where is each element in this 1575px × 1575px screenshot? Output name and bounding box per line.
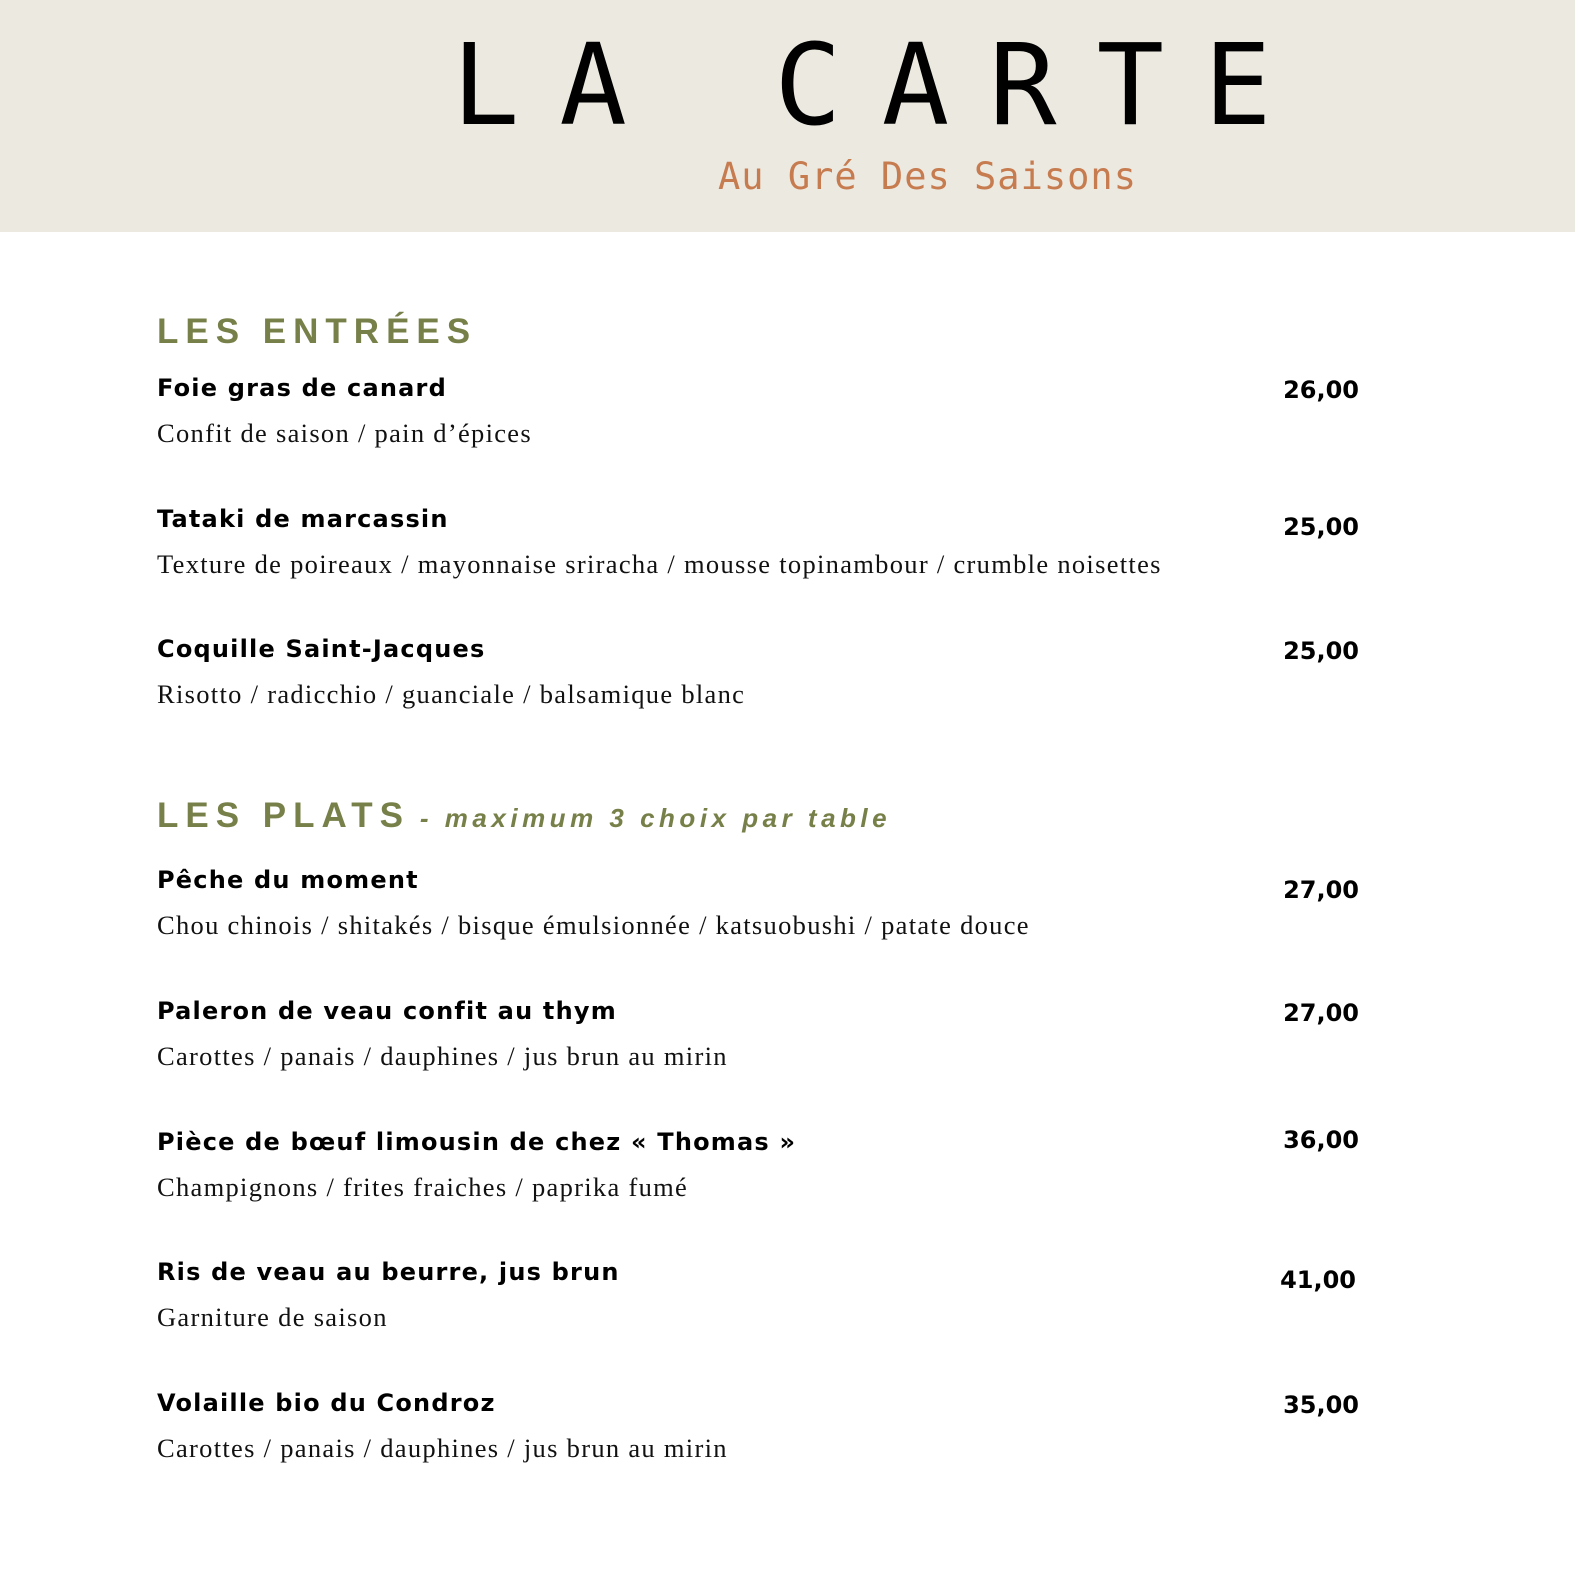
item-description: Champignons / frites fraiches / paprika fumé xyxy=(157,1172,689,1202)
menu-title: LA CARTE xyxy=(452,21,1312,151)
item-description: Confit de saison / pain d’épices xyxy=(157,418,532,448)
section-note: - maximum 3 choix par table xyxy=(419,803,892,833)
item-price: 27,00 xyxy=(1283,999,1359,1027)
menu-subtitle: Au Gré Des Saisons xyxy=(718,155,1137,198)
item-name: Volaille bio du Condroz xyxy=(157,1389,496,1417)
item-description: Texture de poireaux / mayonnaise sriracha / mousse topinambour / crumble noisettes xyxy=(157,549,1162,579)
item-price: 26,00 xyxy=(1283,376,1359,404)
item-name: Tataki de marcassin xyxy=(157,505,449,533)
section-title-text: LES ENTRÉES xyxy=(157,312,478,351)
item-price: 41,00 xyxy=(1280,1266,1356,1294)
item-name: Paleron de veau confit au thym xyxy=(157,997,617,1025)
item-price: 35,00 xyxy=(1283,1391,1359,1419)
item-name: Foie gras de canard xyxy=(157,374,447,402)
section-title-plats xyxy=(157,798,891,833)
item-name: Pêche du moment xyxy=(157,866,419,894)
item-description: Chou chinois / shitakés / bisque émulsionnée / katsuobushi / patate douce xyxy=(157,910,1030,940)
item-description: Garniture de saison xyxy=(157,1302,388,1332)
item-description: Risotto / radicchio / guanciale / balsamique blanc xyxy=(157,679,746,709)
section-title-text: LES PLATS xyxy=(157,796,410,835)
item-price: 27,00 xyxy=(1283,876,1359,904)
item-name: Pièce de bœuf limousin de chez « Thomas » xyxy=(157,1128,797,1156)
item-description: Carottes / panais / dauphines / jus brun au mirin xyxy=(157,1041,728,1071)
item-price: 36,00 xyxy=(1283,1126,1359,1154)
item-price: 25,00 xyxy=(1283,513,1359,541)
item-price: 25,00 xyxy=(1283,637,1359,665)
item-name: Ris de veau au beurre, jus brun xyxy=(157,1258,620,1286)
item-name: Coquille Saint-Jacques xyxy=(157,635,486,663)
section-title-entrees xyxy=(157,314,477,349)
menu-header xyxy=(0,0,1575,232)
item-description: Carottes / panais / dauphines / jus brun au mirin xyxy=(157,1433,728,1463)
